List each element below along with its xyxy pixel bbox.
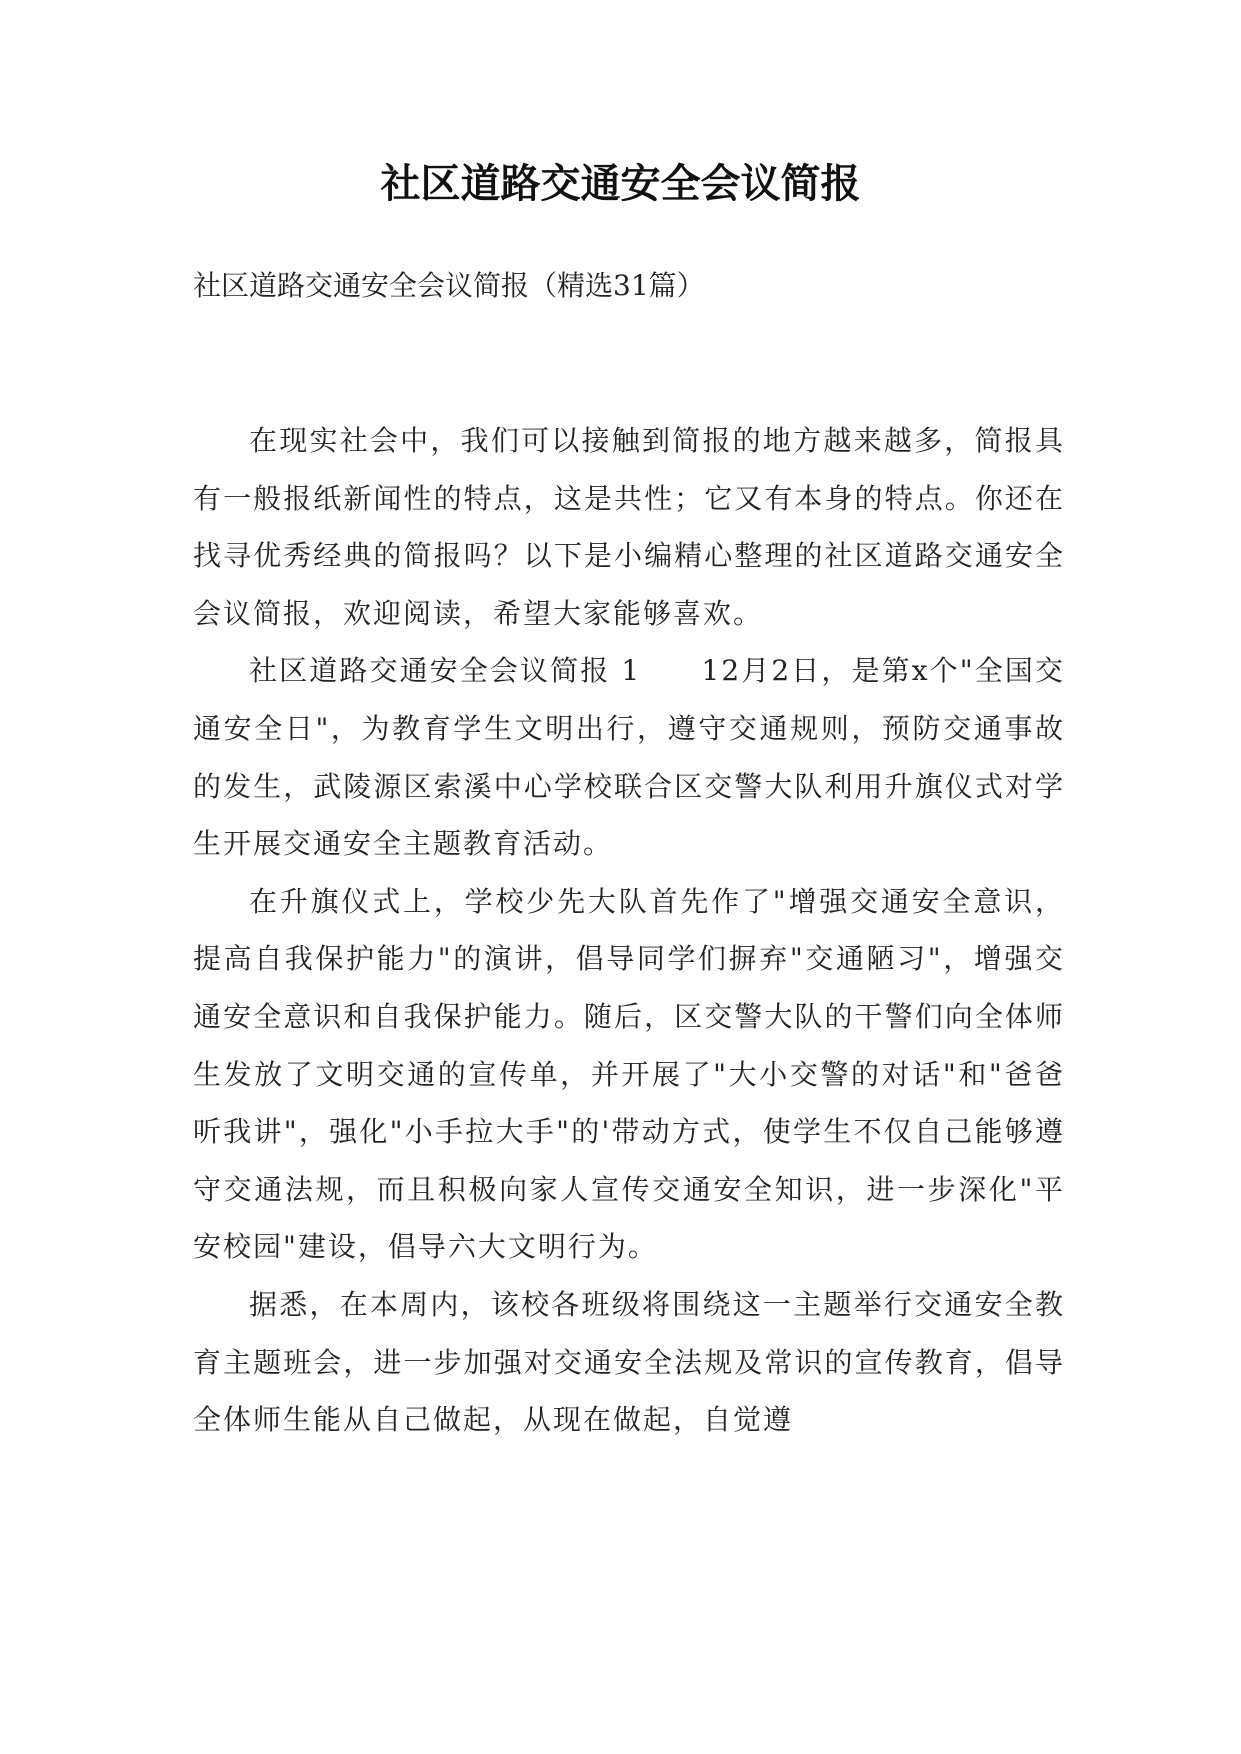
flag-ceremony-paragraph: 在升旗仪式上，学校少先大队首先作了"增强交通安全意识，提高自我保护能力"的演讲，倡导同学们摒弃"交通陋习"，增强交通安全意识和自我保护能力。随后，区交警大队的干警们向全体师生发放了文明交通的宣传单，并开展了"大小交警的对话"和"爸爸听我讲"，强化"小手拉大手"的'带动方式，使学生不仅自己能够遵守交通法规，而且积极向家人宣传交通安全知识，进一步深化"平安校园"建设，倡导六大文明行为。 (193, 884, 1065, 1264)
intro-paragraph: 在现实社会中，我们可以接触到简报的地方越来越多，简报具有一般报纸新闻性的特点，这是共性；它又有本身的特点。你还在找寻优秀经典的简报吗？以下是小编精心整理的社区道路交通安全会议简报，欢迎阅读，希望大家能够喜欢。 (193, 424, 1065, 630)
document-subtitle: 社区道路交通安全会议简报（精选31篇） (193, 269, 705, 302)
document-title: 社区道路交通安全会议简报 (380, 161, 861, 207)
class-meeting-paragraph: 据悉，在本周内，该校各班级将围绕这一主题举行交通安全教育主题班会，进一步加强对交通安全法规及常识的宣传教育，倡导全体师生能从自己做起，从现在做起，自觉遵 (193, 1287, 1065, 1437)
document-body (193, 412, 1065, 1449)
report-1-paragraph: 社区道路交通安全会议简报 1 12月2日，是第x个"全国交通安全日"，为教育学生文明出行，遵守交通规则，预防交通事故的发生，武陵源区索溪中心学校联合区交警大队利用升旗仪式对学生开展交通安全主题教育活动。 (193, 654, 1065, 861)
